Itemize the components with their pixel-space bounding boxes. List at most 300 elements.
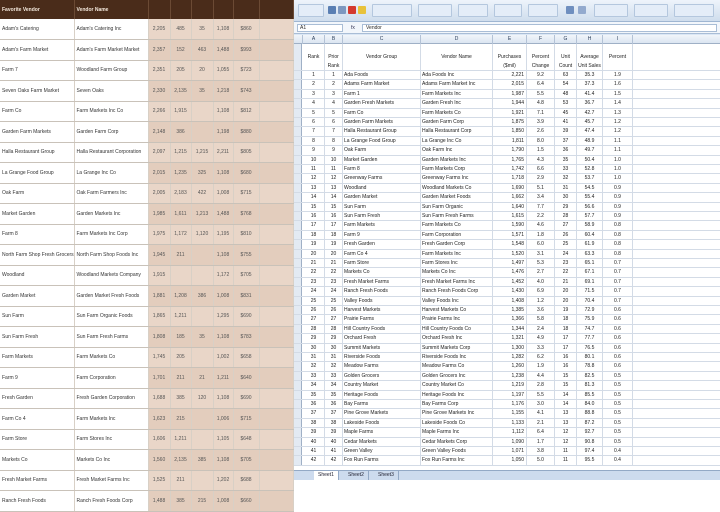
sheet-tab[interactable]: Sheet3 — [374, 471, 399, 480]
cell[interactable]: 13 — [555, 409, 577, 417]
cell[interactable]: 1.1 — [603, 146, 633, 154]
cell[interactable]: 1,155 — [493, 409, 527, 417]
cell[interactable]: Orchard Fresh Inc — [421, 334, 493, 342]
cell[interactable]: 0.8 — [603, 221, 633, 229]
cell[interactable]: 0.7 — [603, 297, 633, 305]
cell[interactable]: 12 — [325, 174, 343, 182]
cell[interactable]: 0.4 — [603, 447, 633, 455]
cell[interactable]: Farm Markets Inc — [421, 250, 493, 258]
cell[interactable]: 8 — [325, 137, 343, 145]
cell[interactable]: 57.7 — [577, 212, 603, 220]
cell[interactable]: 5.8 — [527, 315, 555, 323]
cell[interactable]: 20 — [555, 297, 577, 305]
cell[interactable]: 4.8 — [527, 99, 555, 107]
cell[interactable]: 24 — [303, 287, 325, 295]
cell[interactable]: 1,176 — [493, 400, 527, 408]
cell[interactable]: Farm Co — [343, 109, 421, 117]
cell[interactable]: Maple Farms Inc — [421, 428, 493, 436]
select-all-corner[interactable] — [294, 35, 303, 44]
cell[interactable]: 1.1 — [603, 137, 633, 145]
cell[interactable]: 3 — [325, 90, 343, 98]
cell[interactable]: Sun Farm Fresh Farms — [421, 212, 493, 220]
row-number[interactable] — [294, 259, 302, 267]
formula-input[interactable]: Vendor — [362, 24, 717, 32]
cell[interactable]: 1.2 — [603, 118, 633, 126]
cell[interactable]: 11 — [325, 165, 343, 173]
cell[interactable]: 19 — [303, 240, 325, 248]
cell[interactable]: 15 — [555, 372, 577, 380]
cell[interactable]: 6.4 — [527, 428, 555, 436]
cell[interactable]: 1.9 — [527, 362, 555, 370]
cell[interactable]: Ranch Fresh Foods — [343, 287, 421, 295]
cell[interactable]: Summit Markets — [343, 344, 421, 352]
cell[interactable]: Fox Run Farms Inc — [421, 456, 493, 464]
row-number[interactable] — [294, 334, 302, 342]
row-number[interactable] — [294, 80, 302, 88]
cell[interactable]: 0.6 — [603, 325, 633, 333]
cell[interactable]: 1,366 — [493, 315, 527, 323]
cell[interactable]: 13 — [303, 184, 325, 192]
find-icon[interactable] — [578, 6, 586, 14]
cell[interactable]: 36 — [303, 400, 325, 408]
cell[interactable]: 41.4 — [577, 90, 603, 98]
cell[interactable]: 26 — [325, 306, 343, 314]
cell[interactable]: 2 — [325, 80, 343, 88]
cell[interactable]: Country Market — [343, 381, 421, 389]
cell[interactable]: 11 — [303, 165, 325, 173]
cell[interactable]: 29 — [325, 334, 343, 342]
cell[interactable]: Hill Country Foods Co — [421, 325, 493, 333]
cell[interactable]: 5.3 — [527, 259, 555, 267]
cell[interactable]: Garden Markets Inc — [421, 156, 493, 164]
header-cell[interactable]: Percent — [603, 44, 633, 70]
cell[interactable]: 53 — [555, 99, 577, 107]
number-format-group[interactable] — [418, 4, 452, 17]
row-number[interactable] — [294, 306, 302, 314]
styles-group[interactable] — [458, 4, 488, 17]
cell[interactable]: 0.6 — [603, 315, 633, 323]
cell[interactable]: 1,090 — [493, 438, 527, 446]
row-number[interactable] — [294, 137, 302, 145]
cell[interactable]: Farm Markets Co — [421, 221, 493, 229]
cell[interactable]: 80.1 — [577, 353, 603, 361]
sheet-tab[interactable]: Sheet1 — [314, 471, 339, 480]
row-number[interactable] — [294, 287, 302, 295]
row-number[interactable] — [294, 372, 302, 380]
cell[interactable]: 1,321 — [493, 334, 527, 342]
cell[interactable]: 32 — [325, 362, 343, 370]
cell[interactable]: Garden Fresh Inc — [421, 99, 493, 107]
cell[interactable]: 3.4 — [527, 193, 555, 201]
cell[interactable]: Garden Market — [343, 193, 421, 201]
cell[interactable]: Valley Foods Inc — [421, 297, 493, 305]
cell[interactable]: 39 — [325, 428, 343, 436]
cell[interactable]: Green Valley — [343, 447, 421, 455]
column-letter-c[interactable]: C — [343, 35, 421, 44]
cell[interactable]: 1,385 — [493, 306, 527, 314]
bold-icon[interactable] — [328, 6, 336, 14]
cell[interactable]: 3.9 — [527, 118, 555, 126]
cell[interactable]: 14 — [555, 400, 577, 408]
cell[interactable]: 18 — [303, 231, 325, 239]
cell[interactable]: 2.8 — [527, 381, 555, 389]
cell[interactable]: 1,765 — [493, 156, 527, 164]
macros-group[interactable] — [674, 4, 714, 17]
cells-group[interactable] — [494, 4, 522, 17]
row-number[interactable] — [294, 268, 302, 276]
cell[interactable]: La Grange Inc Co — [421, 137, 493, 145]
cell[interactable]: 32 — [303, 362, 325, 370]
cell[interactable]: Garden Farm Corp — [421, 118, 493, 126]
cell[interactable]: 37.3 — [577, 80, 603, 88]
row-number[interactable] — [294, 400, 302, 408]
cell[interactable]: 28 — [325, 325, 343, 333]
fx-icon[interactable]: fx — [351, 25, 355, 31]
cell[interactable]: 4.9 — [527, 334, 555, 342]
cell[interactable]: 38 — [325, 419, 343, 427]
cell[interactable]: Pine Grove Markets — [343, 409, 421, 417]
cell[interactable]: 20 — [325, 250, 343, 258]
cell[interactable]: Maple Farms — [343, 428, 421, 436]
cell[interactable]: 17 — [303, 221, 325, 229]
row-number[interactable] — [294, 362, 302, 370]
cell[interactable]: 58.9 — [577, 221, 603, 229]
cell[interactable]: 56.6 — [577, 203, 603, 211]
cell[interactable]: 1,875 — [493, 118, 527, 126]
cell[interactable]: 65.1 — [577, 259, 603, 267]
header-cell[interactable]: Purchases ($mil) — [493, 44, 527, 70]
cell[interactable]: 1,662 — [493, 193, 527, 201]
cell[interactable]: Farm Store — [343, 259, 421, 267]
cell[interactable]: Bay Farms Corp — [421, 400, 493, 408]
cell[interactable]: 29 — [555, 203, 577, 211]
cell[interactable]: 1.5 — [603, 90, 633, 98]
cell[interactable]: 70.4 — [577, 297, 603, 305]
cell[interactable]: Country Market Co — [421, 381, 493, 389]
cell[interactable]: 54 — [555, 80, 577, 88]
cell[interactable]: 30 — [325, 344, 343, 352]
cell[interactable]: 6.9 — [527, 287, 555, 295]
cell[interactable]: 0.6 — [603, 362, 633, 370]
name-box[interactable]: A1 — [297, 24, 343, 32]
cell[interactable]: 23 — [555, 259, 577, 267]
cell[interactable]: 16 — [325, 212, 343, 220]
cell[interactable]: 23 — [325, 278, 343, 286]
cell[interactable]: 2.2 — [527, 212, 555, 220]
row-number[interactable] — [294, 165, 302, 173]
cell[interactable]: 1.5 — [527, 146, 555, 154]
cell[interactable]: 1,921 — [493, 109, 527, 117]
column-letter-b[interactable]: B — [325, 35, 343, 44]
cell[interactable]: 1,520 — [493, 250, 527, 258]
cell[interactable]: 14 — [303, 193, 325, 201]
cell[interactable]: 16 — [303, 212, 325, 220]
cell[interactable]: Cedar Markets Corp — [421, 438, 493, 446]
cell[interactable]: 3.3 — [527, 344, 555, 352]
cell[interactable]: 0.5 — [603, 438, 633, 446]
cell[interactable]: 7.1 — [527, 109, 555, 117]
cell[interactable]: 36 — [555, 146, 577, 154]
cell[interactable]: 67.1 — [577, 268, 603, 276]
cell[interactable]: 37 — [325, 409, 343, 417]
cell[interactable]: 17 — [555, 344, 577, 352]
cell[interactable]: 0.7 — [603, 268, 633, 276]
column-letter-f[interactable]: F — [527, 35, 555, 44]
cell[interactable]: 28 — [555, 212, 577, 220]
cell[interactable]: 1,615 — [493, 212, 527, 220]
cell[interactable]: 35 — [325, 391, 343, 399]
cell[interactable]: 1.2 — [603, 127, 633, 135]
cell[interactable]: 20 — [303, 250, 325, 258]
cell[interactable]: 1,133 — [493, 419, 527, 427]
cell[interactable]: 5.5 — [527, 90, 555, 98]
cell[interactable]: 12 — [555, 428, 577, 436]
cell[interactable]: 2.1 — [527, 419, 555, 427]
cell[interactable]: 1.7 — [527, 438, 555, 446]
cell[interactable]: 0.7 — [603, 259, 633, 267]
cell[interactable]: 1,238 — [493, 372, 527, 380]
cell[interactable]: 24 — [555, 250, 577, 258]
cell[interactable]: 30 — [555, 193, 577, 201]
cell[interactable]: 0.6 — [603, 353, 633, 361]
cell[interactable]: 71.5 — [577, 287, 603, 295]
cell[interactable]: Lakeside Foods — [343, 419, 421, 427]
cell[interactable]: 1,944 — [493, 99, 527, 107]
cell[interactable]: 12 — [555, 438, 577, 446]
cell[interactable]: 1,430 — [493, 287, 527, 295]
cell[interactable]: Sun Farm — [343, 203, 421, 211]
cell[interactable]: Markets Co — [343, 268, 421, 276]
cell[interactable]: 35 — [303, 391, 325, 399]
cell[interactable]: 35 — [555, 156, 577, 164]
cell[interactable]: 63 — [555, 71, 577, 79]
cell[interactable]: 28 — [303, 325, 325, 333]
column-letter-e[interactable]: E — [493, 35, 527, 44]
cell[interactable]: Ada Foods Inc — [421, 71, 493, 79]
cell[interactable]: 4 — [325, 99, 343, 107]
cell[interactable]: 48.9 — [577, 137, 603, 145]
cell[interactable]: Riverside Foods — [343, 353, 421, 361]
cell[interactable]: 4.3 — [527, 156, 555, 164]
row-number[interactable] — [294, 203, 302, 211]
row-number[interactable] — [294, 44, 302, 70]
cell[interactable]: 2.9 — [527, 174, 555, 182]
cell[interactable]: 1 — [303, 71, 325, 79]
cell[interactable]: 1,282 — [493, 353, 527, 361]
cell[interactable]: 16 — [555, 362, 577, 370]
cell[interactable]: 3.0 — [527, 400, 555, 408]
cell[interactable]: Fresh Market Farms Inc — [421, 278, 493, 286]
cell[interactable]: 1.2 — [527, 297, 555, 305]
row-number[interactable] — [294, 456, 302, 464]
cell[interactable]: Farm Stores Inc — [421, 259, 493, 267]
cell[interactable]: Oak Farm Inc — [421, 146, 493, 154]
cell[interactable]: 29 — [303, 334, 325, 342]
cell[interactable]: 16 — [555, 353, 577, 361]
cell[interactable]: Meadow Farms Co — [421, 362, 493, 370]
cell[interactable]: 54.5 — [577, 184, 603, 192]
cell[interactable]: 87.2 — [577, 419, 603, 427]
cell[interactable]: 18 — [555, 315, 577, 323]
cell[interactable]: 11 — [555, 456, 577, 464]
cell[interactable]: 9 — [303, 146, 325, 154]
cell[interactable]: 6.6 — [527, 165, 555, 173]
cell[interactable]: 53.7 — [577, 174, 603, 182]
cell[interactable]: Greenway Farms Inc — [421, 174, 493, 182]
header-cell[interactable]: Unit Count — [555, 44, 577, 70]
cell[interactable]: Markets Co Inc — [421, 268, 493, 276]
cell[interactable]: 4.4 — [527, 372, 555, 380]
cell[interactable]: 4.0 — [527, 278, 555, 286]
cell[interactable]: Lakeside Foods Co — [421, 419, 493, 427]
cell[interactable]: 4.6 — [527, 221, 555, 229]
cell[interactable]: Harvest Markets Co — [421, 306, 493, 314]
cell[interactable]: Fresh Garden Corp — [421, 240, 493, 248]
cell[interactable]: 3.6 — [527, 306, 555, 314]
cell[interactable]: 0.8 — [603, 231, 633, 239]
row-number[interactable] — [294, 409, 302, 417]
cell[interactable]: 2 — [303, 80, 325, 88]
cell[interactable]: 1,260 — [493, 362, 527, 370]
cell[interactable]: 0.8 — [603, 250, 633, 258]
cell[interactable]: 8 — [303, 137, 325, 145]
header-cell[interactable]: Prior Rank — [325, 44, 343, 70]
cell[interactable]: Orchard Fresh — [343, 334, 421, 342]
cell[interactable]: 41 — [303, 447, 325, 455]
cell[interactable]: 88.8 — [577, 409, 603, 417]
window-group[interactable] — [634, 4, 668, 17]
row-number[interactable] — [294, 99, 302, 107]
cell[interactable]: 36 — [325, 400, 343, 408]
cell[interactable]: 1,640 — [493, 203, 527, 211]
cell[interactable]: 27 — [555, 221, 577, 229]
cell[interactable]: 5 — [325, 109, 343, 117]
paste-button[interactable] — [298, 4, 324, 17]
cell[interactable]: 13 — [325, 184, 343, 192]
cell[interactable]: 15 — [325, 203, 343, 211]
cell[interactable]: Heritage Foods Inc — [421, 391, 493, 399]
cell[interactable]: 25 — [303, 297, 325, 305]
cell[interactable]: Harvest Markets — [343, 306, 421, 314]
cell[interactable]: 1,344 — [493, 325, 527, 333]
cell[interactable]: 1,452 — [493, 278, 527, 286]
row-number[interactable] — [294, 71, 302, 79]
cell[interactable]: Sun Farm Fresh — [343, 212, 421, 220]
cell[interactable]: 84.0 — [577, 400, 603, 408]
header-cell[interactable]: Vendor Name — [421, 44, 493, 70]
cell[interactable]: 0.5 — [603, 419, 633, 427]
worksheet-grid[interactable] — [294, 44, 720, 470]
alignment-group[interactable] — [372, 4, 412, 17]
cell[interactable]: 1.0 — [603, 156, 633, 164]
cell[interactable]: Prairie Farms Inc — [421, 315, 493, 323]
cell[interactable]: 95.5 — [577, 456, 603, 464]
cell[interactable]: 1,197 — [493, 391, 527, 399]
cell[interactable]: 1.3 — [603, 109, 633, 117]
cell[interactable]: 33 — [555, 165, 577, 173]
cell[interactable]: 1 — [325, 71, 343, 79]
cell[interactable]: Bay Farms — [343, 400, 421, 408]
cell[interactable]: 10 — [303, 156, 325, 164]
cell[interactable]: 41 — [555, 118, 577, 126]
cell[interactable]: Riverside Foods Inc — [421, 353, 493, 361]
cell[interactable]: Farm 8 — [343, 165, 421, 173]
cell[interactable]: 39 — [555, 127, 577, 135]
cell[interactable]: Green Valley Foods — [421, 447, 493, 455]
cell[interactable]: 1.9 — [603, 71, 633, 79]
cell[interactable]: 20 — [555, 287, 577, 295]
row-number[interactable] — [294, 419, 302, 427]
header-cell[interactable]: Percent Change — [527, 44, 555, 70]
cell[interactable]: 0.5 — [603, 381, 633, 389]
cell[interactable]: 1,050 — [493, 456, 527, 464]
cell[interactable]: 77.7 — [577, 334, 603, 342]
cell[interactable]: Summit Markets Corp — [421, 344, 493, 352]
cell[interactable]: 23 — [303, 278, 325, 286]
row-number[interactable] — [294, 118, 302, 126]
cell[interactable]: Farm 9 — [343, 231, 421, 239]
cell[interactable]: 1,718 — [493, 174, 527, 182]
cell[interactable]: Sun Farm Organic — [421, 203, 493, 211]
cell[interactable]: 0.9 — [603, 212, 633, 220]
cell[interactable]: Farm Markets Co — [421, 109, 493, 117]
cell[interactable]: 1,497 — [493, 259, 527, 267]
cell[interactable]: 41 — [325, 447, 343, 455]
cell[interactable]: 52.8 — [577, 165, 603, 173]
cell[interactable]: Fresh Market Farms — [343, 278, 421, 286]
cell[interactable]: 8.0 — [527, 137, 555, 145]
cell[interactable]: 1,408 — [493, 297, 527, 305]
cell[interactable]: 6 — [303, 118, 325, 126]
cell[interactable]: 0.5 — [603, 428, 633, 436]
cell[interactable]: 92.7 — [577, 428, 603, 436]
cell[interactable]: 0.6 — [603, 334, 633, 342]
cell[interactable]: Adams Farm Market Inc — [421, 80, 493, 88]
cell[interactable]: 40 — [303, 438, 325, 446]
cell[interactable]: 35.3 — [577, 71, 603, 79]
cell[interactable]: 1,590 — [493, 221, 527, 229]
cell[interactable]: 2.4 — [527, 325, 555, 333]
cell[interactable]: 76.5 — [577, 344, 603, 352]
cell[interactable]: 78.8 — [577, 362, 603, 370]
cell[interactable]: 1.0 — [603, 174, 633, 182]
cell[interactable]: 9 — [325, 146, 343, 154]
cell[interactable]: 0.7 — [603, 278, 633, 286]
cell[interactable]: Garden Market Foods — [421, 193, 493, 201]
cell[interactable]: 1,987 — [493, 90, 527, 98]
cell[interactable]: Ada Foods — [343, 71, 421, 79]
cell[interactable]: 31 — [325, 353, 343, 361]
cell[interactable]: Woodland Markets Co — [421, 184, 493, 192]
cell[interactable]: 27 — [325, 315, 343, 323]
italic-icon[interactable] — [338, 6, 346, 14]
cell[interactable]: Garden Fresh Markets — [343, 99, 421, 107]
cell[interactable]: Greenway Farms — [343, 174, 421, 182]
column-letter-g[interactable]: G — [555, 35, 577, 44]
cell[interactable]: 1,850 — [493, 127, 527, 135]
row-number[interactable] — [294, 438, 302, 446]
cell[interactable]: 72.9 — [577, 306, 603, 314]
cell[interactable]: Fresh Garden — [343, 240, 421, 248]
cell[interactable]: Halla Restaurant Group — [343, 127, 421, 135]
cell[interactable]: 26 — [555, 231, 577, 239]
cell[interactable]: 42 — [303, 456, 325, 464]
cell[interactable]: 69.1 — [577, 278, 603, 286]
cell[interactable]: 45 — [555, 109, 577, 117]
cell[interactable]: 33 — [325, 372, 343, 380]
row-number[interactable] — [294, 391, 302, 399]
cell[interactable]: 1,571 — [493, 231, 527, 239]
